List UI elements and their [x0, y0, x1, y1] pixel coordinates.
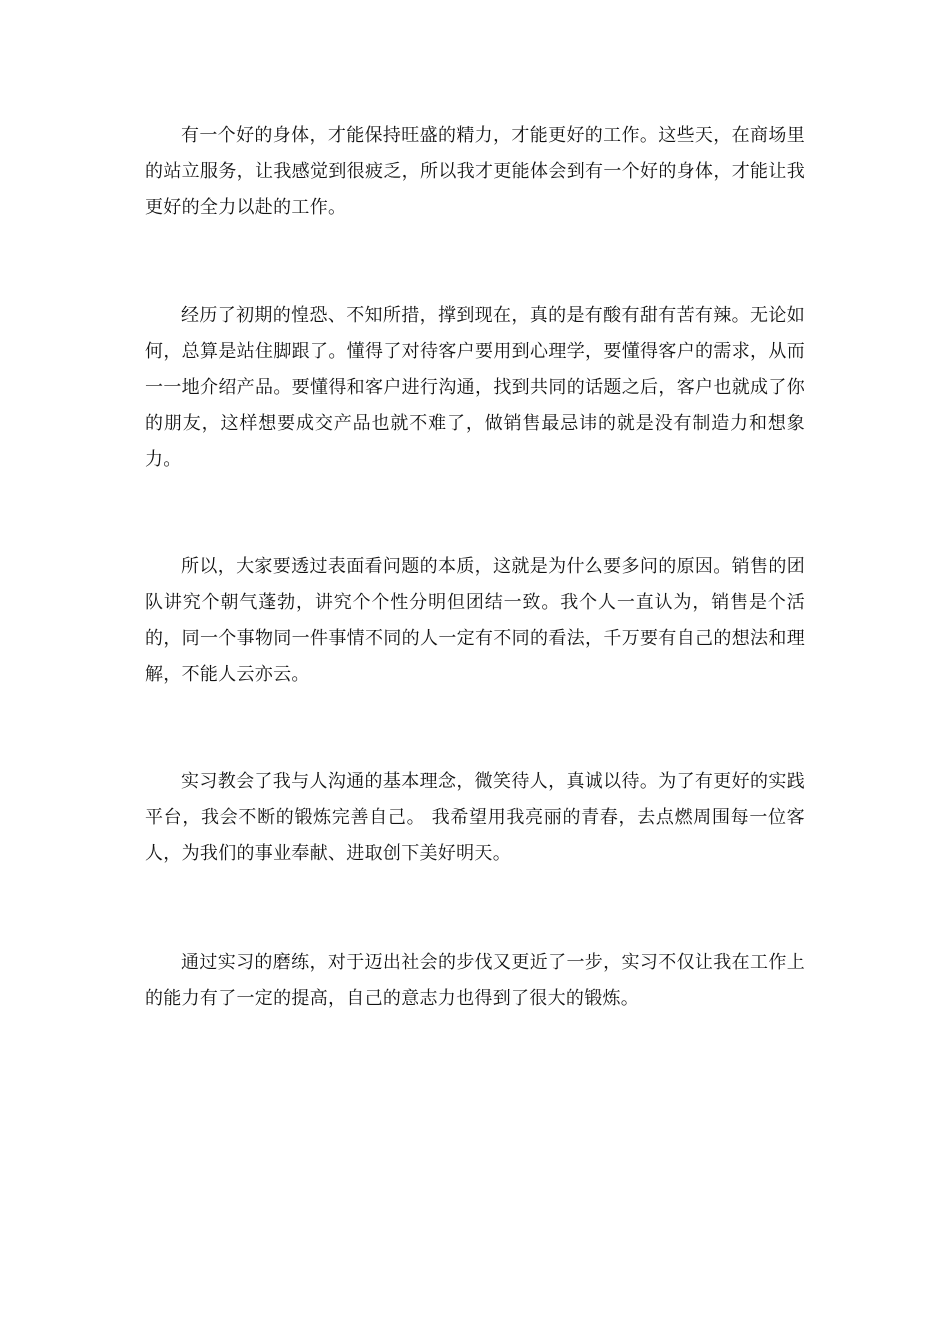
paragraph-communication: 实习教会了我与人沟通的基本理念，微笑待人，真诚以待。为了有更好的实践平台，我会不断的锻炼完善自己。 我希望用我亮丽的青春，去点燃周围每一位客人，为我们的事业奉献、进取创下美好明天。: [145, 771, 805, 864]
paragraph-conclusion: 通过实习的磨练，对于迈出社会的步伐又更近了一步，实习不仅让我在工作上的能力有了一定的提高，自己的意志力也得到了很大的锻炼。: [145, 952, 805, 1009]
paragraph-health: 有一个好的身体，才能保持旺盛的精力，才能更好的工作。这些天，在商场里的站立服务，让我感觉到很疲乏，所以我才更能体会到有一个好的身体，才能让我更好的全力以赴的工作。: [145, 125, 805, 218]
paragraph-team: 所以，大家要透过表面看问题的本质，这就是为什么要多问的原因。销售的团队讲究个朝气蓬勃，讲究个个性分明但团结一致。我个人一直认为，销售是个活的，同一个事物同一件事情不同的人一定有不同的看法，千万要有自己的想法和理解，不能人云亦云。: [145, 556, 805, 685]
paragraph-experience: 经历了初期的惶恐、不知所措，撑到现在，真的是有酸有甜有苦有辣。无论如何，总算是站住脚跟了。懂得了对待客户要用到心理学，要懂得客户的需求，从而一一地介绍产品。要懂得和客户进行沟通，找到共同的话题之后，客户也就成了你的朋友，这样想要成交产品也就不难了，做销售最忌讳的就是没有制造力和想象力。: [145, 305, 805, 470]
